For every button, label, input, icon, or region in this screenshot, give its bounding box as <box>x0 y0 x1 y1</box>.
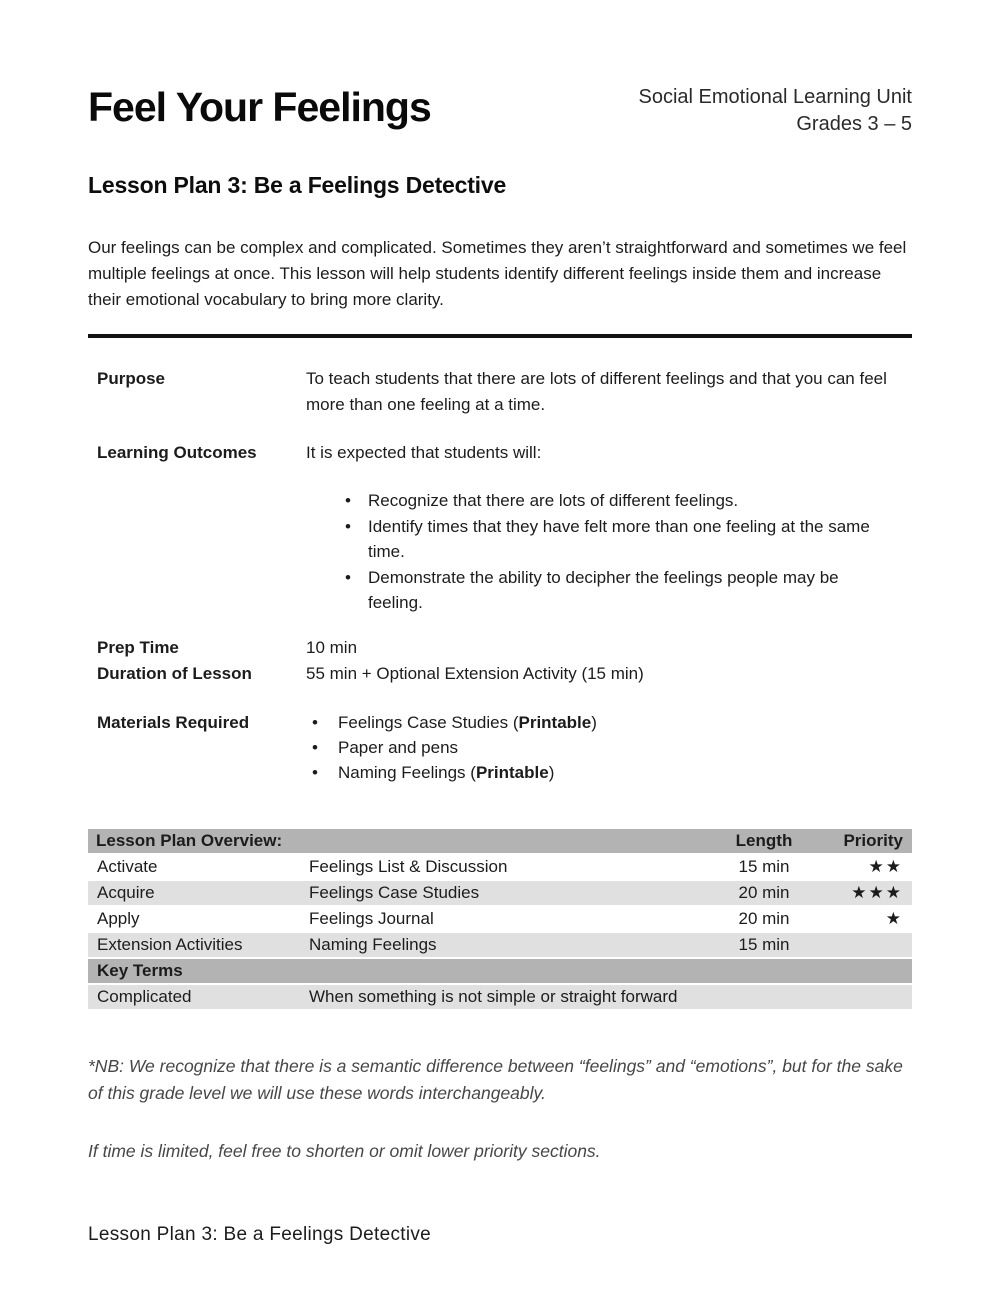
list-item: • Demonstrate the ability to decipher the feelings people may be feeling. <box>336 565 876 616</box>
key-terms-header-row <box>88 959 912 983</box>
materials-section <box>88 710 912 785</box>
timing-section <box>88 635 912 687</box>
material-bold-text: Printable <box>518 712 592 732</box>
description-cell: Feelings Journal <box>301 907 716 931</box>
materials-label: Materials Required <box>97 712 250 732</box>
material-text: ) <box>591 712 597 732</box>
list-item: • Identify times that they have felt more than one feeling at the same time. <box>336 514 876 565</box>
activity-cell: Acquire <box>88 881 301 905</box>
time-limit-note: If time is limited, feel free to shorten or omit lower priority sections. <box>88 1140 601 1161</box>
length-cell: 20 min <box>716 881 812 905</box>
length-cell: 15 min <box>716 933 812 957</box>
table-row <box>88 855 912 879</box>
key-term-row <box>88 985 912 1009</box>
nb-note: *NB: We recognize that there is a semantic difference between “feelings” and “emotions”, but for the sake of this grade level we will use these words interchangeably. <box>88 1055 903 1103</box>
length-cell: 20 min <box>716 907 812 931</box>
learning-outcomes-section <box>88 440 912 616</box>
table-row <box>88 881 912 905</box>
description-cell: Feelings List & Discussion <box>301 855 716 879</box>
learning-outcomes-label: Learning Outcomes <box>97 443 257 462</box>
duration-row <box>88 661 912 687</box>
table-header-row <box>88 829 912 853</box>
material-text: Feelings Case Studies ( <box>338 712 519 732</box>
materials-content <box>306 710 912 785</box>
prep-time-row <box>88 635 912 661</box>
list-item <box>308 710 912 735</box>
prep-time-label: Prep Time <box>97 637 179 657</box>
table-row <box>88 933 912 957</box>
definition-cell: When something is not simple or straight forward <box>301 985 912 1009</box>
table-title: Lesson Plan Overview: <box>88 829 716 853</box>
learning-outcomes-intro: It is expected that students will: <box>306 443 542 462</box>
materials-list <box>308 710 912 785</box>
purpose-label: Purpose <box>97 369 166 388</box>
list-item: • Recognize that there are lots of different feelings. <box>336 488 876 514</box>
material-bold-text: Printable <box>475 762 549 782</box>
priority-column-header: Priority <box>812 829 912 853</box>
purpose-text: To teach students that there are lots of different feelings and that you can feel more than one feeling at a time. <box>306 369 887 414</box>
prep-time-value: 10 min <box>306 637 358 657</box>
lesson-plan-heading: Lesson Plan 3: Be a Feelings Detective <box>88 172 507 198</box>
page-footer: Lesson Plan 3: Be a Feelings Detective <box>88 1223 432 1245</box>
section-divider <box>88 334 912 338</box>
material-text: ) <box>548 762 555 782</box>
description-cell: Feelings Case Studies <box>301 881 716 905</box>
purpose-section <box>88 366 912 418</box>
priority-stars: ★★ <box>812 855 912 879</box>
activity-cell: Activate <box>88 855 301 879</box>
priority-stars <box>812 933 912 957</box>
document-title: Feel Your Feelings <box>88 84 431 130</box>
intro-paragraph: Our feelings can be complex and complicated. Sometimes they aren’t straightforward and sometimes we feel multiple feelings at once. This lesson will help students identify different feelings inside them and increase their emotional vocabulary to bring more clarity. <box>88 238 907 309</box>
priority-stars: ★ <box>812 907 912 931</box>
list-item <box>308 735 912 760</box>
activity-cell: Apply <box>88 907 301 931</box>
length-cell: 15 min <box>716 855 812 879</box>
learning-outcomes-content <box>306 440 912 616</box>
duration-label: Duration of Lesson <box>97 663 252 683</box>
term-cell: Complicated <box>88 985 301 1009</box>
length-column-header: Length <box>716 829 812 853</box>
unit-info <box>639 82 913 138</box>
duration-value: 55 min + Optional Extension Activity (15 min) <box>306 663 644 683</box>
material-text: Paper and pens <box>338 737 459 757</box>
learning-outcomes-list <box>336 488 912 616</box>
material-text: Naming Feelings ( <box>338 762 476 782</box>
unit-name: Social Emotional Learning Unit <box>638 86 912 108</box>
priority-stars: ★★★ <box>812 881 912 905</box>
activity-cell: Extension Activities <box>88 933 301 957</box>
key-terms-header: Key Terms <box>88 959 912 983</box>
lesson-plan-overview-table <box>88 827 912 1011</box>
unit-grades: Grades 3 – 5 <box>796 113 912 135</box>
table-row <box>88 907 912 931</box>
description-cell: Naming Feelings <box>301 933 716 957</box>
list-item <box>308 760 912 785</box>
page-header <box>88 82 912 138</box>
